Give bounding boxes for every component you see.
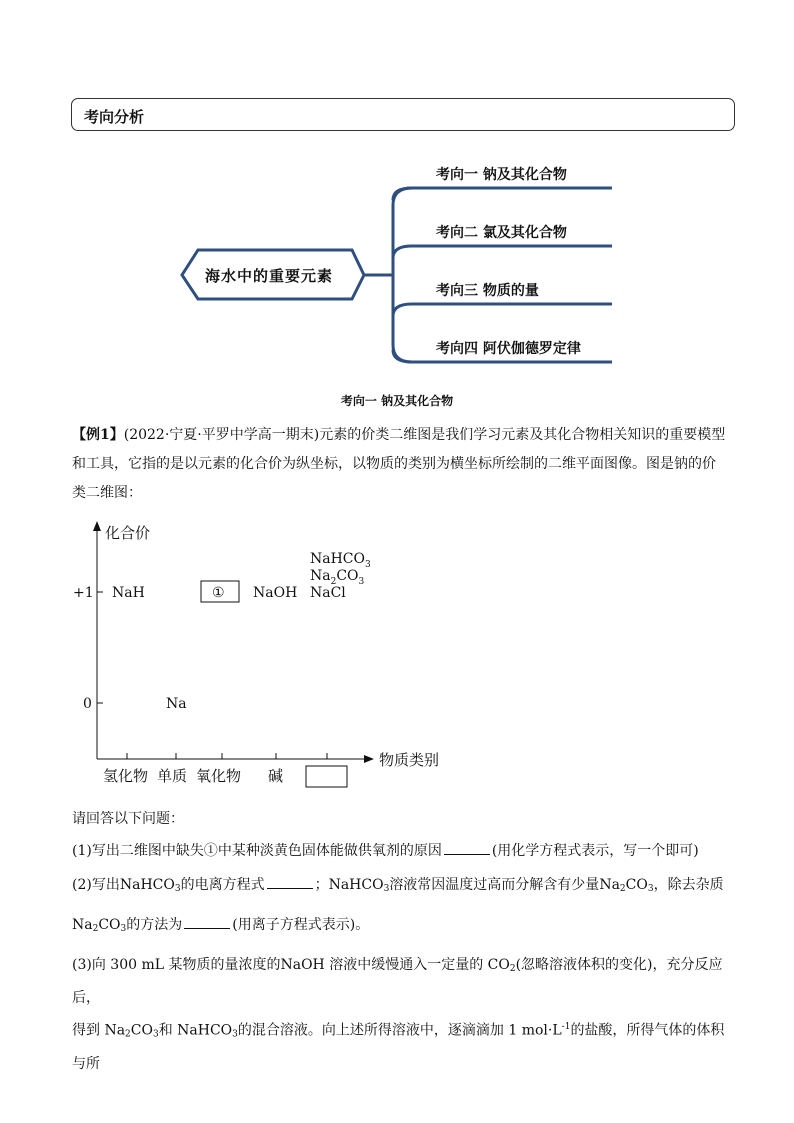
question-1 xyxy=(72,837,736,866)
mindmap-branch-2: 考向二 氯及其化合物 xyxy=(436,225,567,241)
q2-part-e: ，除去杂质 xyxy=(653,877,724,893)
q2-answer-blank-2 xyxy=(184,916,230,929)
example-tag: 【例1】 xyxy=(72,427,124,443)
question-2-line1 xyxy=(72,871,736,904)
section-title: 考向分析 xyxy=(84,108,145,126)
mindmap-bracket xyxy=(393,188,412,362)
q3-line1: (3)向 300 mL 某物质的量浓度的NaOH 溶液中缓慢通入一定量的 CO xyxy=(72,957,510,973)
q2-part-g: (用离子方程式表示)。 xyxy=(232,917,370,933)
point-NaCl: NaCl xyxy=(310,585,346,601)
x-category-hydride: 氢化物 xyxy=(103,767,149,785)
q1-tail: (用化学方程式表示，写一个即可) xyxy=(491,843,699,859)
mindmap-center-label: 海水中的重要元素 xyxy=(205,267,334,285)
q2-part-b: 的电离方程式 xyxy=(180,877,265,893)
y-axis-arrow xyxy=(93,521,101,531)
q2-part-c: ； xyxy=(314,877,329,893)
q3-line1b: (忽略溶液体积的变化)，充分反应后， xyxy=(72,957,723,1006)
q3-line2a: 得到 Na xyxy=(72,1022,126,1039)
mindmap-branch-line-2 xyxy=(393,246,612,258)
x-category-blank-box xyxy=(306,766,347,787)
example-text-1: 元素的价类二维图是我们学习元素及其化合物相关知识的重要模型 xyxy=(319,427,726,443)
valence-class-chart xyxy=(72,518,452,793)
q2-answer-blank-1 xyxy=(267,876,313,889)
example-text-2: 和工具，它指的是以元素的化合价为纵坐标，以物质的类别为横坐标所绘制的二维平面图像。图是钠的价 xyxy=(72,456,716,472)
point-missing-label: ① xyxy=(212,585,225,601)
formula-na2co3: $Na_2CO_3$ xyxy=(599,877,654,894)
example-text-3: 类二维图： xyxy=(72,485,142,501)
y-tick-label-0: 0 xyxy=(83,696,92,712)
point-Na: Na xyxy=(166,696,187,712)
x-category-element: 单质 xyxy=(157,767,188,785)
y-axis-label: 化合价 xyxy=(105,524,151,542)
formula-nahco3: NaHCO$_3$ xyxy=(119,877,181,894)
point-NaH: NaH xyxy=(112,585,145,601)
q2-part-f: 的方法为 xyxy=(126,917,183,933)
x-category-base: 碱 xyxy=(268,767,284,785)
mindmap-branch-line-3 xyxy=(393,304,612,316)
x-axis-label: 物质类别 xyxy=(379,751,440,769)
example-source: (2022·宁夏·平罗中学高一期末) xyxy=(123,427,320,443)
y-tick-label-plus1: +1 xyxy=(73,585,94,601)
q1-text: (1)写出二维图中缺失①中某种淡黄色固体能做供氧剂的原因 xyxy=(72,843,442,859)
mindmap-branch-1: 考向一 钠及其化合物 xyxy=(436,167,567,183)
formula-na2co3-2: $Na_2CO_3$ xyxy=(72,917,127,934)
mindmap-branch-3: 考向三 物质的量 xyxy=(436,283,539,299)
topic-heading: 考向一 钠及其化合物 xyxy=(340,394,454,408)
question-3: (3)向 300 mL 某物质的量浓度的NaOH 溶液中缓慢通入一定量的 $CO_2$(忽略溶液体积的变化)，充分反应后， 得到 $Na_2CO_3$和 NaHCO$_3$的混合溶液。向上述所得溶液中，逐滴滴加 1 $mol\cdot L^{-1}$的盐酸，所得气体的体积与所 xyxy=(72,957,725,1072)
q1-answer-blank xyxy=(444,842,490,855)
mindmap xyxy=(0,0,794,380)
point-NaHCO3: NaHCO$_3$ xyxy=(310,551,371,570)
q2-part-a: (2)写出 xyxy=(72,877,120,893)
x-category-oxide: 氧化物 xyxy=(196,767,242,785)
example-paragraph xyxy=(72,421,736,508)
mindmap-branch-line-1 xyxy=(393,188,612,200)
question-2-line2 xyxy=(72,911,736,944)
mindmap-branch-4: 考向四 阿伏伽德罗定律 xyxy=(436,341,581,357)
point-Na2CO3: $Na_2CO_3$ xyxy=(310,568,365,587)
questions-intro: 请回答以下问题： xyxy=(72,811,184,827)
formula-nahco3-2: NaHCO$_3$ xyxy=(328,877,390,894)
x-axis-arrow xyxy=(364,755,374,763)
point-NaOH: NaOH xyxy=(253,585,298,601)
q2-part-d: 溶液常因温度过高而分解含有少量 xyxy=(389,877,600,893)
